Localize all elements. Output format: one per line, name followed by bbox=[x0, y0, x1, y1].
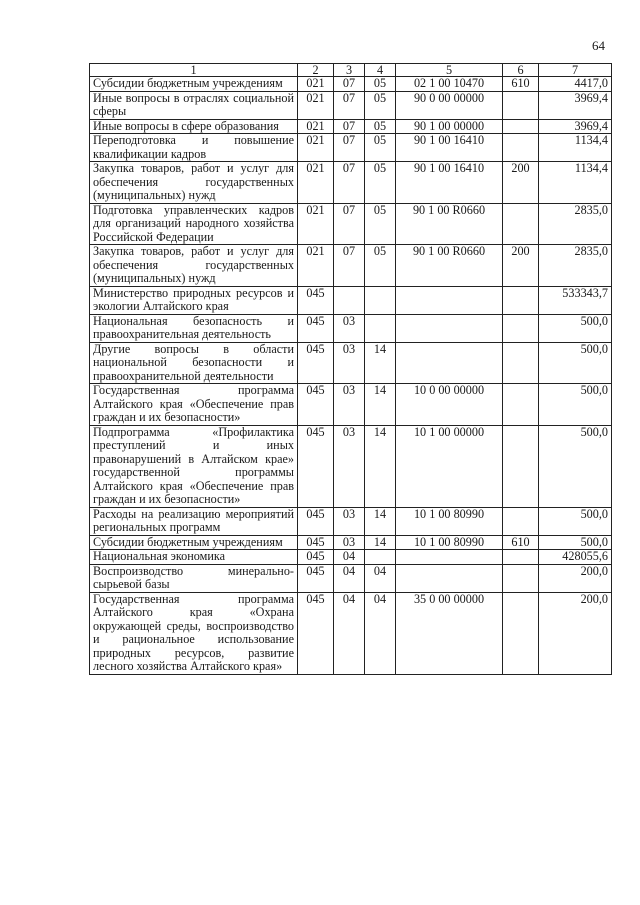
row-expense-type bbox=[503, 425, 539, 507]
row-subsection-code bbox=[365, 550, 396, 565]
row-section-code: 07 bbox=[334, 245, 365, 287]
column-header: 3 bbox=[334, 64, 365, 77]
row-section-code: 03 bbox=[334, 507, 365, 535]
row-expense-type bbox=[503, 342, 539, 384]
row-name: Министерство природных ресурсов и экологии Алтайского края bbox=[90, 286, 298, 314]
row-ministry-code: 021 bbox=[298, 77, 334, 92]
row-amount: 1134,4 bbox=[539, 134, 612, 162]
column-header: 4 bbox=[365, 64, 396, 77]
row-amount: 500,0 bbox=[539, 425, 612, 507]
row-section-code: 07 bbox=[334, 77, 365, 92]
row-name: Другие вопросы в области национальной безопасности и правоохранительной деятельности bbox=[90, 342, 298, 384]
row-amount: 500,0 bbox=[539, 507, 612, 535]
row-expense-type: 200 bbox=[503, 245, 539, 287]
row-section-code: 03 bbox=[334, 425, 365, 507]
table-row bbox=[90, 203, 612, 245]
row-target-code: 35 0 00 00000 bbox=[396, 592, 503, 674]
row-expense-type: 200 bbox=[503, 162, 539, 204]
row-ministry-code: 045 bbox=[298, 535, 334, 550]
table-row bbox=[90, 550, 612, 565]
row-section-code bbox=[334, 286, 365, 314]
row-name: Закупка товаров, работ и услуг для обеспечения государственных (муниципальных) нужд bbox=[90, 245, 298, 287]
row-section-code: 07 bbox=[334, 162, 365, 204]
row-section-code: 03 bbox=[334, 314, 365, 342]
row-ministry-code: 045 bbox=[298, 550, 334, 565]
row-subsection-code: 05 bbox=[365, 119, 396, 134]
row-section-code: 07 bbox=[334, 91, 365, 119]
row-amount: 500,0 bbox=[539, 535, 612, 550]
row-ministry-code: 021 bbox=[298, 119, 334, 134]
row-section-code: 03 bbox=[334, 384, 365, 426]
row-subsection-code: 14 bbox=[365, 425, 396, 507]
row-amount: 3969,4 bbox=[539, 91, 612, 119]
table-row bbox=[90, 507, 612, 535]
row-expense-type bbox=[503, 286, 539, 314]
row-amount: 3969,4 bbox=[539, 119, 612, 134]
column-header: 2 bbox=[298, 64, 334, 77]
row-name: Национальная экономика bbox=[90, 550, 298, 565]
row-section-code: 07 bbox=[334, 134, 365, 162]
table-row bbox=[90, 286, 612, 314]
row-ministry-code: 045 bbox=[298, 286, 334, 314]
row-target-code: 90 1 00 R0660 bbox=[396, 245, 503, 287]
row-expense-type: 610 bbox=[503, 77, 539, 92]
row-name: Воспроизводство минерально-сырьевой базы bbox=[90, 564, 298, 592]
row-target-code: 90 0 00 00000 bbox=[396, 91, 503, 119]
row-subsection-code bbox=[365, 314, 396, 342]
row-subsection-code: 05 bbox=[365, 162, 396, 204]
row-target-code: 10 1 00 80990 bbox=[396, 507, 503, 535]
row-subsection-code: 05 bbox=[365, 245, 396, 287]
row-target-code bbox=[396, 314, 503, 342]
row-name: Подпрограмма «Профилактика преступлений и иных правонарушений в Алтайском крае» государственной программы Алтайского края «Обеспечение прав граждан и их безопасности» bbox=[90, 425, 298, 507]
row-ministry-code: 021 bbox=[298, 134, 334, 162]
row-ministry-code: 045 bbox=[298, 314, 334, 342]
row-expense-type bbox=[503, 564, 539, 592]
budget-table bbox=[89, 63, 612, 675]
table-row bbox=[90, 314, 612, 342]
row-subsection-code: 04 bbox=[365, 592, 396, 674]
row-ministry-code: 045 bbox=[298, 592, 334, 674]
row-subsection-code: 14 bbox=[365, 535, 396, 550]
row-ministry-code: 045 bbox=[298, 507, 334, 535]
row-subsection-code: 04 bbox=[365, 564, 396, 592]
row-expense-type bbox=[503, 119, 539, 134]
row-name: Иные вопросы в сфере образования bbox=[90, 119, 298, 134]
row-target-code: 90 1 00 16410 bbox=[396, 162, 503, 204]
row-name: Иные вопросы в отраслях социальной сферы bbox=[90, 91, 298, 119]
row-expense-type: 610 bbox=[503, 535, 539, 550]
row-target-code: 10 1 00 00000 bbox=[396, 425, 503, 507]
row-expense-type bbox=[503, 507, 539, 535]
row-expense-type bbox=[503, 91, 539, 119]
row-section-code: 07 bbox=[334, 119, 365, 134]
row-target-code: 90 1 00 16410 bbox=[396, 134, 503, 162]
row-name: Расходы на реализацию мероприятий региональных программ bbox=[90, 507, 298, 535]
row-subsection-code: 05 bbox=[365, 77, 396, 92]
row-name: Подготовка управленческих кадров для организаций народного хозяйства Российской Федерации bbox=[90, 203, 298, 245]
table-row bbox=[90, 342, 612, 384]
row-target-code: 90 1 00 00000 bbox=[396, 119, 503, 134]
table-row bbox=[90, 535, 612, 550]
row-ministry-code: 045 bbox=[298, 564, 334, 592]
table-row bbox=[90, 77, 612, 92]
row-subsection-code: 05 bbox=[365, 203, 396, 245]
row-name: Государственная программа Алтайского края «Охрана окружающей среды, воспроизводство и рациональное использование природных ресурсов, развитие лесного хозяйства Алтайского края» bbox=[90, 592, 298, 674]
row-target-code: 02 1 00 10470 bbox=[396, 77, 503, 92]
row-section-code: 04 bbox=[334, 592, 365, 674]
table-row bbox=[90, 384, 612, 426]
row-ministry-code: 045 bbox=[298, 384, 334, 426]
row-amount: 4417,0 bbox=[539, 77, 612, 92]
table-row bbox=[90, 592, 612, 674]
row-ministry-code: 021 bbox=[298, 162, 334, 204]
row-name: Субсидии бюджетным учреждениям bbox=[90, 77, 298, 92]
row-ministry-code: 021 bbox=[298, 245, 334, 287]
row-subsection-code: 05 bbox=[365, 91, 396, 119]
column-header: 7 bbox=[539, 64, 612, 77]
row-expense-type bbox=[503, 592, 539, 674]
table-body bbox=[90, 77, 612, 675]
row-name: Переподготовка и повышение квалификации кадров bbox=[90, 134, 298, 162]
row-amount: 428055,6 bbox=[539, 550, 612, 565]
row-name: Субсидии бюджетным учреждениям bbox=[90, 535, 298, 550]
row-ministry-code: 021 bbox=[298, 203, 334, 245]
column-header: 6 bbox=[503, 64, 539, 77]
row-subsection-code: 14 bbox=[365, 342, 396, 384]
row-amount: 1134,4 bbox=[539, 162, 612, 204]
row-target-code: 10 0 00 00000 bbox=[396, 384, 503, 426]
column-header: 1 bbox=[90, 64, 298, 77]
row-amount: 500,0 bbox=[539, 384, 612, 426]
table-row bbox=[90, 245, 612, 287]
table-row bbox=[90, 564, 612, 592]
row-target-code bbox=[396, 550, 503, 565]
row-target-code: 10 1 00 80990 bbox=[396, 535, 503, 550]
row-section-code: 07 bbox=[334, 203, 365, 245]
row-section-code: 04 bbox=[334, 550, 365, 565]
row-amount: 500,0 bbox=[539, 342, 612, 384]
row-section-code: 04 bbox=[334, 564, 365, 592]
table-row bbox=[90, 119, 612, 134]
row-name: Закупка товаров, работ и услуг для обеспечения государственных (муниципальных) нужд bbox=[90, 162, 298, 204]
row-amount: 500,0 bbox=[539, 314, 612, 342]
table-row bbox=[90, 425, 612, 507]
row-target-code bbox=[396, 286, 503, 314]
table-row bbox=[90, 162, 612, 204]
row-ministry-code: 045 bbox=[298, 342, 334, 384]
row-expense-type bbox=[503, 134, 539, 162]
row-target-code bbox=[396, 564, 503, 592]
row-section-code: 03 bbox=[334, 342, 365, 384]
row-subsection-code: 05 bbox=[365, 134, 396, 162]
row-amount: 200,0 bbox=[539, 564, 612, 592]
row-expense-type bbox=[503, 203, 539, 245]
row-name: Государственная программа Алтайского края «Обеспечение прав граждан и их безопасности» bbox=[90, 384, 298, 426]
row-expense-type bbox=[503, 384, 539, 426]
row-amount: 533343,7 bbox=[539, 286, 612, 314]
row-subsection-code: 14 bbox=[365, 384, 396, 426]
row-ministry-code: 045 bbox=[298, 425, 334, 507]
table-row bbox=[90, 91, 612, 119]
row-subsection-code: 14 bbox=[365, 507, 396, 535]
row-expense-type bbox=[503, 314, 539, 342]
row-ministry-code: 021 bbox=[298, 91, 334, 119]
row-target-code: 90 1 00 R0660 bbox=[396, 203, 503, 245]
row-amount: 200,0 bbox=[539, 592, 612, 674]
row-amount: 2835,0 bbox=[539, 245, 612, 287]
row-section-code: 03 bbox=[334, 535, 365, 550]
table-row bbox=[90, 134, 612, 162]
page-number: 64 bbox=[592, 38, 605, 53]
row-name: Национальная безопасность и правоохранительная деятельность bbox=[90, 314, 298, 342]
column-header: 5 bbox=[396, 64, 503, 77]
header-row bbox=[90, 64, 612, 77]
row-target-code bbox=[396, 342, 503, 384]
row-amount: 2835,0 bbox=[539, 203, 612, 245]
row-expense-type bbox=[503, 550, 539, 565]
row-subsection-code bbox=[365, 286, 396, 314]
